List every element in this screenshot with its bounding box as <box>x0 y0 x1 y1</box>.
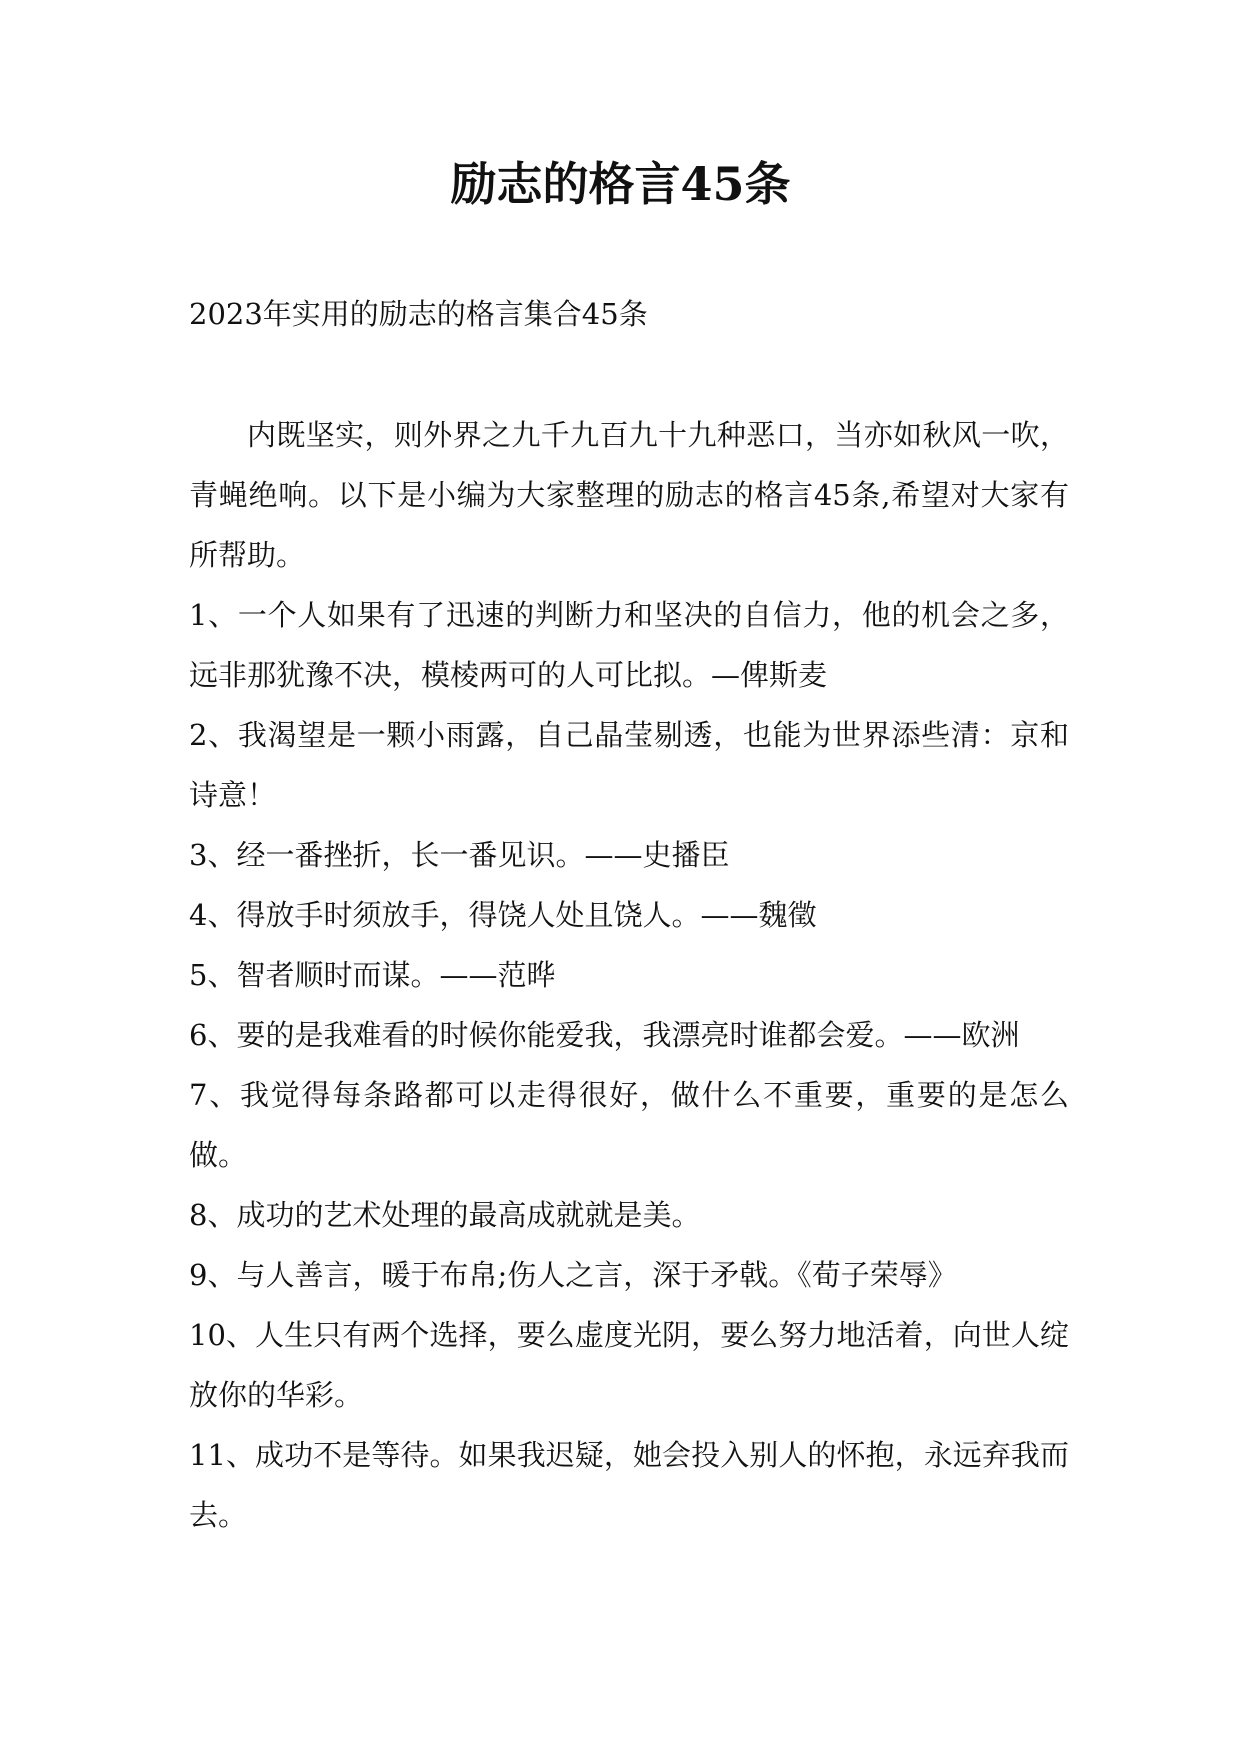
intro-paragraph: 内既坚实，则外界之九千九百九十九种恶口，当亦如秋风一吹，青蝇绝响。以下是小编为大家整理的励志的格言45条,希望对大家有所帮助。 <box>189 418 1069 572</box>
document-title: 励志的格言45条 <box>450 157 791 211</box>
list-item: 6、要的是我难看的时候你能爱我，我漂亮时谁都会爱。——欧洲 <box>189 1018 1020 1052</box>
list-item: 1、一个人如果有了迅速的判断力和坚决的自信力，他的机会之多，远非那犹豫不决，模棱两可的人可比拟。—俾斯麦 <box>189 598 1069 692</box>
list-item: 7、我觉得每条路都可以走得很好，做什么不重要，重要的是怎么做。 <box>189 1078 1069 1172</box>
list-item: 2、我渴望是一颗小雨露，自己晶莹剔透，也能为世界添些清：京和诗意！ <box>189 718 1069 812</box>
list-item: 5、智者顺时而谋。——范晔 <box>189 958 556 992</box>
list-item: 3、经一番挫折，长一番见识。——史播臣 <box>189 838 730 872</box>
list-item: 11、成功不是等待。如果我迟疑，她会投入别人的怀抱，永远弃我而去。 <box>189 1438 1069 1532</box>
list-item: 10、人生只有两个选择，要么虚度光阴，要么努力地活着，向世人绽放你的华彩。 <box>189 1318 1069 1412</box>
document-body <box>189 405 1069 1545</box>
list-item: 8、成功的艺术处理的最高成就就是美。 <box>189 1198 701 1232</box>
list-item: 9、与人善言，暖于布帛;伤人之言，深于矛戟。《荀子荣辱》 <box>189 1258 957 1292</box>
list-item: 4、得放手时须放手，得饶人处且饶人。——魏徵 <box>189 898 817 932</box>
document-subtitle: 2023年实用的励志的格言集合45条 <box>189 297 648 331</box>
